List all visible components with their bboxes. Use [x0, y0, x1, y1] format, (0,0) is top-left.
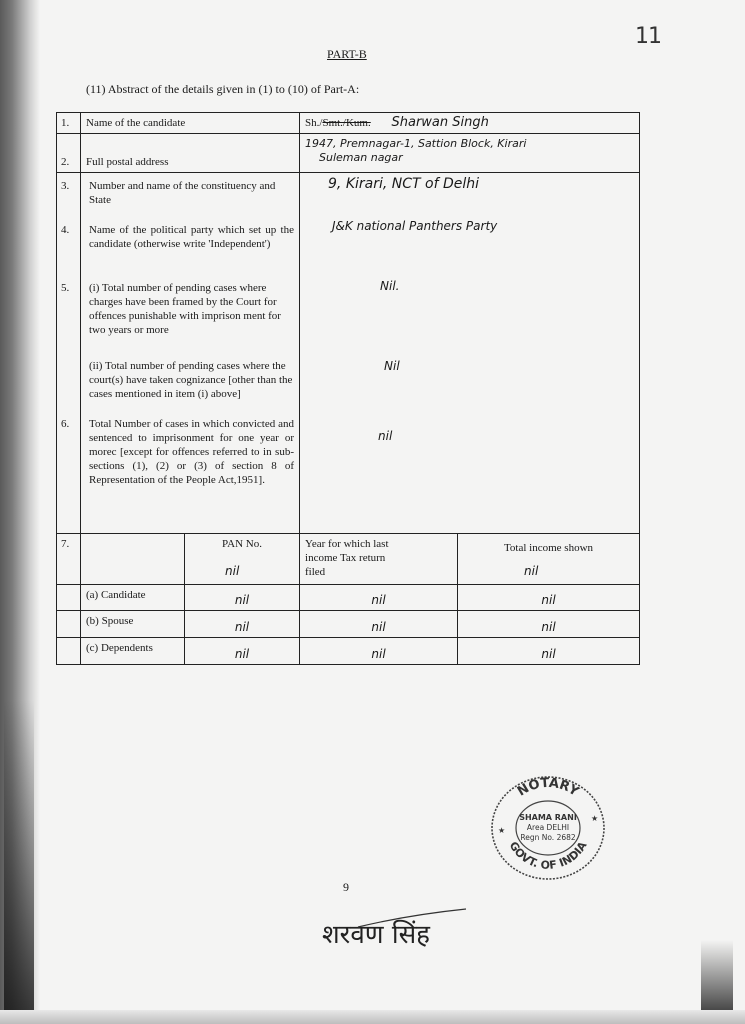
row-label: (i) Total number of pending cases where charges have been framed by the Court for offences punishable with imprison ment for two years or more — [89, 281, 281, 336]
row-label: Total Number of cases in which convicted and sentenced to imprisonment for one year or morec [except for offences referred to in sub-sections (1), (2) or (3) of section 8 of Representation of the People Act,1951]. — [89, 417, 294, 486]
row-candidate-name — [57, 113, 640, 134]
candidate-name-value: Sharwan Singh — [391, 115, 489, 130]
row-label: Name of the political party which set up the candidate (otherwise write 'Independent') — [89, 223, 294, 250]
income-header-row — [57, 534, 640, 585]
row-number: 2. — [57, 134, 81, 172]
row-label: (ii) Total number of pending cases where the court(s) have taken cognizance [other than the cases mentioned in item (i) above] — [89, 359, 293, 400]
convicted-cases-value: nil — [378, 428, 393, 443]
stamp-name: SHAMA RANI — [519, 813, 577, 822]
income-year: nil — [300, 611, 458, 637]
address-line-1: 1947, Premnagar-1, Sattion Block, Kirari — [305, 137, 527, 151]
party-value: J&K national Panthers Party — [332, 218, 498, 233]
row-values — [300, 172, 640, 534]
income-year: nil — [300, 637, 458, 664]
row-number: 4. — [61, 223, 70, 236]
rows-3-to-6 — [57, 172, 640, 534]
scan-left-edge — [0, 0, 40, 1024]
income-row-label: (c) Dependents — [81, 637, 185, 664]
income-total: nil — [458, 584, 640, 610]
income-blank-cell — [81, 534, 185, 585]
address-line-2: Suleman nagar — [319, 151, 403, 165]
stamp-area: Area DELHI — [526, 823, 570, 832]
income-pan: nil — [185, 611, 300, 637]
income-row-label: (a) Candidate — [81, 584, 185, 610]
constituency-value: 9, Kirari, NCT of Delhi — [328, 175, 480, 192]
year-header — [300, 534, 458, 585]
row-number: 7. — [57, 534, 81, 585]
scan-corner-smudge — [701, 940, 733, 1010]
stamp-top-text: NOTARY — [514, 775, 582, 800]
row-number: 5. — [61, 281, 70, 294]
pan-header-value: nil — [225, 564, 240, 579]
notary-stamp — [490, 775, 606, 881]
row-label: Full postal address — [81, 134, 300, 172]
pan-header-label: PAN No. — [222, 538, 262, 551]
year-header-label: Year for which last income Tax return filed — [305, 538, 389, 579]
total-header-value: nil — [524, 564, 539, 579]
row-value — [300, 134, 640, 172]
abstract-heading: (11) Abstract of the details given in (1) to (10) of Part-A: — [86, 82, 360, 96]
row-labels — [81, 172, 300, 534]
income-row-dependents — [57, 637, 640, 664]
pan-header — [185, 534, 300, 585]
pending-cases-value: Nil. — [380, 278, 400, 293]
row-number: 6. — [61, 417, 70, 430]
signature-flourish — [318, 905, 468, 965]
income-total: nil — [458, 637, 640, 664]
row-value — [300, 113, 640, 134]
row-numbers — [57, 172, 81, 534]
handwritten-page-number: 11 — [635, 24, 661, 49]
abstract-table — [56, 112, 640, 665]
signature-text: शरवण सिंह — [322, 920, 430, 950]
total-header — [458, 534, 640, 585]
row-number: 1. — [57, 113, 81, 134]
scan-bottom-edge — [0, 1010, 745, 1024]
income-total: nil — [458, 611, 640, 637]
stamp-star-right-icon: ★ — [591, 814, 599, 823]
part-title: PART-B — [327, 47, 367, 61]
stamp-regn: Regn No. 2682 — [520, 833, 576, 842]
footer-page-number: 9 — [343, 880, 349, 894]
income-pan: nil — [185, 584, 300, 610]
row-address — [57, 134, 640, 172]
income-row-spouse — [57, 611, 640, 637]
row-label: Number and name of the constituency and State — [89, 179, 276, 206]
income-year: nil — [300, 584, 458, 610]
stamp-star-left-icon: ★ — [498, 826, 506, 835]
cognizance-cases-value: Nil — [384, 358, 400, 373]
income-pan: nil — [185, 637, 300, 664]
income-row-candidate — [57, 584, 640, 610]
salutation-struck: Smt./Kum. — [322, 117, 371, 129]
row-label: Name of the candidate — [81, 113, 300, 134]
total-header-label: Total income shown — [503, 542, 594, 555]
income-row-label: (b) Spouse — [81, 611, 185, 637]
row-number: 3. — [61, 179, 70, 192]
stamp-bottom-text: GOVT. OF INDIA — [506, 839, 590, 872]
salutation: Sh./ — [305, 117, 323, 129]
signature — [318, 905, 468, 965]
